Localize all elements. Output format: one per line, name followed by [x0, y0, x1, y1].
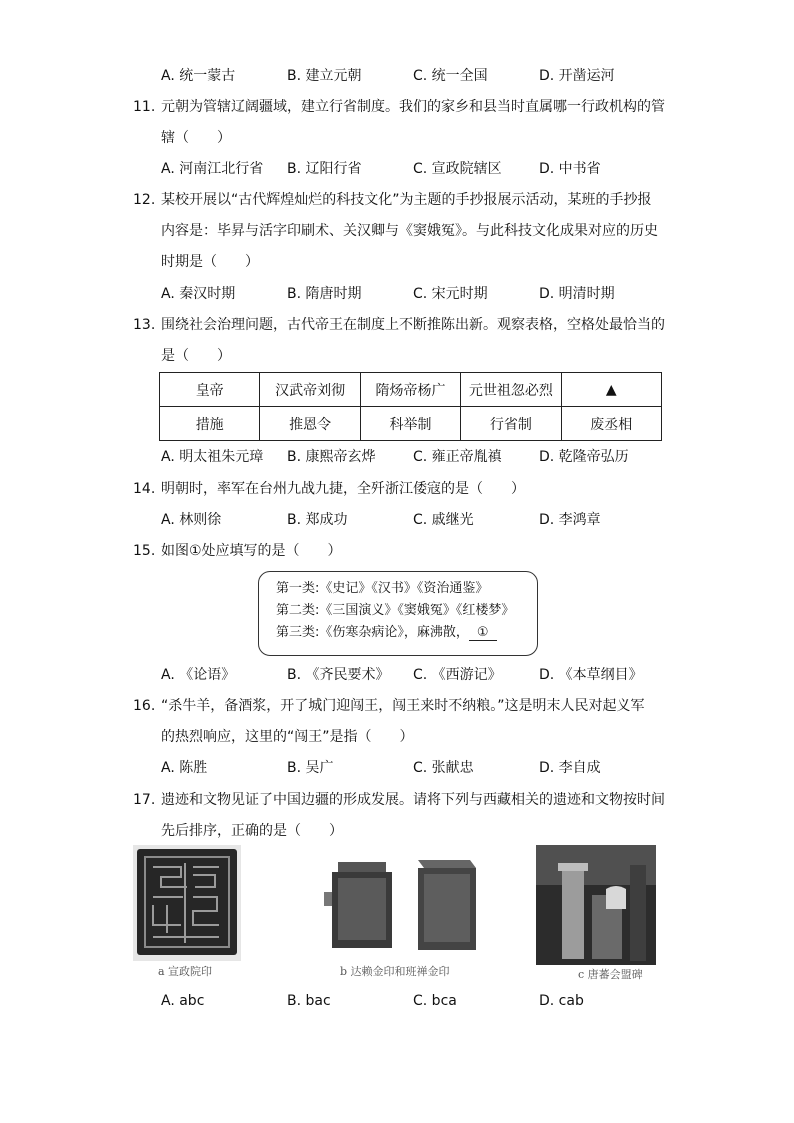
q12-option-b: B. 隋唐时期: [287, 286, 362, 302]
q15-box-line-2: 第二类:《三国演义》《窦娥冤》《红楼梦》: [276, 603, 515, 618]
table-cell: 元世祖忽必烈: [461, 373, 561, 407]
q11-option-b: B. 辽阳行省: [287, 161, 362, 177]
q11-stem-line-1: 元朝为管辖辽阔疆域，建立行省制度。我们的家乡和县当时直属哪一行政机构的管: [161, 99, 665, 115]
q16-stem-line-2: 的热烈响应，这里的“闯王”是指（ ）: [161, 729, 414, 745]
q17-figure-b-golden-seals: [320, 852, 480, 958]
q12-option-c: C. 宋元时期: [413, 286, 488, 302]
q12-options: [161, 284, 681, 304]
q17-number: 17.: [133, 792, 156, 808]
q15-box-line-3: [276, 624, 497, 642]
q15-box-line-3-text: 第三类:《伤寒杂病论》，麻沸散，: [276, 625, 469, 640]
q15-number: 15.: [133, 543, 156, 559]
q11-number: 11.: [133, 99, 156, 115]
table-cell: 隋炀帝杨广: [360, 373, 460, 407]
q12-option-a: A. 秦汉时期: [161, 286, 236, 302]
q12-stem-line-2: 内容是：毕昇与活字印刷术、关汉卿与《窦娥冤》。与此科技文化成果对应的历史: [161, 223, 658, 239]
q11-option-a: A. 河南江北行省: [161, 161, 264, 177]
table-cell: 汉武帝刘彻: [260, 373, 360, 407]
q17-caption-c: c 唐蕃会盟碑: [578, 968, 643, 981]
q10-options: [161, 66, 681, 86]
table-cell: ▲: [561, 373, 661, 407]
table-row: [160, 407, 662, 441]
q13-option-a: A. 明太祖朱元璋: [161, 449, 264, 465]
q12-stem-line-3: 时期是（ ）: [161, 254, 259, 270]
q12-option-d: D. 明清时期: [539, 286, 615, 302]
q16-options: [161, 758, 681, 778]
q14-number: 14.: [133, 481, 156, 497]
q17-option-c: C. bca: [413, 993, 457, 1009]
seal-image: [133, 845, 241, 961]
q14-options: [161, 510, 681, 530]
q16-number: 16.: [133, 698, 156, 714]
q16-option-d: D. 李自成: [539, 760, 601, 776]
q17-figure-a-seal: [133, 845, 241, 961]
golden-seals-image: [320, 852, 480, 958]
q11-option-d: D. 中书省: [539, 161, 601, 177]
q16-option-b: B. 吴广: [287, 760, 334, 776]
q15-option-d: D. 《本草纲目》: [539, 667, 643, 683]
q16-option-a: A. 陈胜: [161, 760, 208, 776]
q11-option-c: C. 宣政院辖区: [413, 161, 502, 177]
q10-option-d: D. 开凿运河: [539, 68, 615, 84]
q15-option-b: B. 《齐民要术》: [287, 667, 390, 683]
table-cell: 推恩令: [260, 407, 360, 441]
q17-option-a: A. abc: [161, 993, 205, 1009]
q15-box-line-1: 第一类:《史记》《汉书》《资治通鉴》: [276, 581, 489, 596]
q13-table: [159, 372, 662, 441]
q17-figure-c-stele: [536, 845, 656, 965]
q12-stem-line-1: 某校开展以“古代辉煌灿烂的科技文化”为主题的手抄报展示活动，某班的手抄报: [161, 192, 652, 208]
q17-stem-line-1: 遗迹和文物见证了中国边疆的形成发展。请将下列与西藏相关的遗迹和文物按时间: [161, 792, 665, 808]
q11-stem-line-2: 辖（ ）: [161, 130, 231, 146]
q12-number: 12.: [133, 192, 156, 208]
q13-number: 13.: [133, 317, 156, 333]
q10-option-b: B. 建立元朝: [287, 68, 362, 84]
table-cell: 行省制: [461, 407, 561, 441]
q15-stem-line-1: 如图①处应填写的是（ ）: [161, 543, 342, 559]
table-cell: 废丞相: [561, 407, 661, 441]
q16-stem-line-1: “杀牛羊，备酒浆，开了城门迎闯王，闯王来时不纳粮。”这是明末人民对起义军: [161, 698, 645, 714]
q14-option-b: B. 郑成功: [287, 512, 348, 528]
q17-options: [161, 991, 681, 1011]
q17-option-d: D. cab: [539, 993, 584, 1009]
q13-stem-line-2: 是（ ）: [161, 348, 231, 364]
table-row: [160, 373, 662, 407]
q10-option-c: C. 统一全国: [413, 68, 488, 84]
table-cell: 科举制: [360, 407, 460, 441]
q14-option-a: A. 林则徐: [161, 512, 222, 528]
q14-stem-line-1: 明朝时，率军在台州九战九捷，全歼浙江倭寇的是（ ）: [161, 481, 525, 497]
q17-stem-line-2: 先后排序，正确的是（ ）: [161, 823, 343, 839]
q13-stem-line-1: 围绕社会治理问题，古代帝王在制度上不断推陈出新。观察表格，空格处最恰当的: [161, 317, 665, 333]
q13-options: [161, 447, 681, 467]
q14-option-c: C. 戚继光: [413, 512, 474, 528]
q13-option-c: C. 雍正帝胤禛: [413, 449, 502, 465]
q15-blank: ①: [469, 625, 497, 641]
q15-options: [161, 665, 681, 685]
q17-caption-b: b 达赖金印和班禅金印: [340, 965, 450, 978]
q11-options: [161, 159, 681, 179]
q13-option-b: B. 康熙帝玄烨: [287, 449, 376, 465]
table-cell: 措施: [160, 407, 260, 441]
q13-option-d: D. 乾隆帝弘历: [539, 449, 629, 465]
q17-caption-a: a 宣政院印: [158, 965, 213, 978]
q15-option-a: A. 《论语》: [161, 667, 236, 683]
q17-option-b: B. bac: [287, 993, 331, 1009]
q15-option-c: C. 《西游记》: [413, 667, 502, 683]
stele-photo: [536, 845, 656, 965]
q10-option-a: A. 统一蒙古: [161, 68, 236, 84]
q15-book-list-box: [258, 571, 538, 656]
q14-option-d: D. 李鸿章: [539, 512, 601, 528]
q16-option-c: C. 张献忠: [413, 760, 474, 776]
table-cell: 皇帝: [160, 373, 260, 407]
